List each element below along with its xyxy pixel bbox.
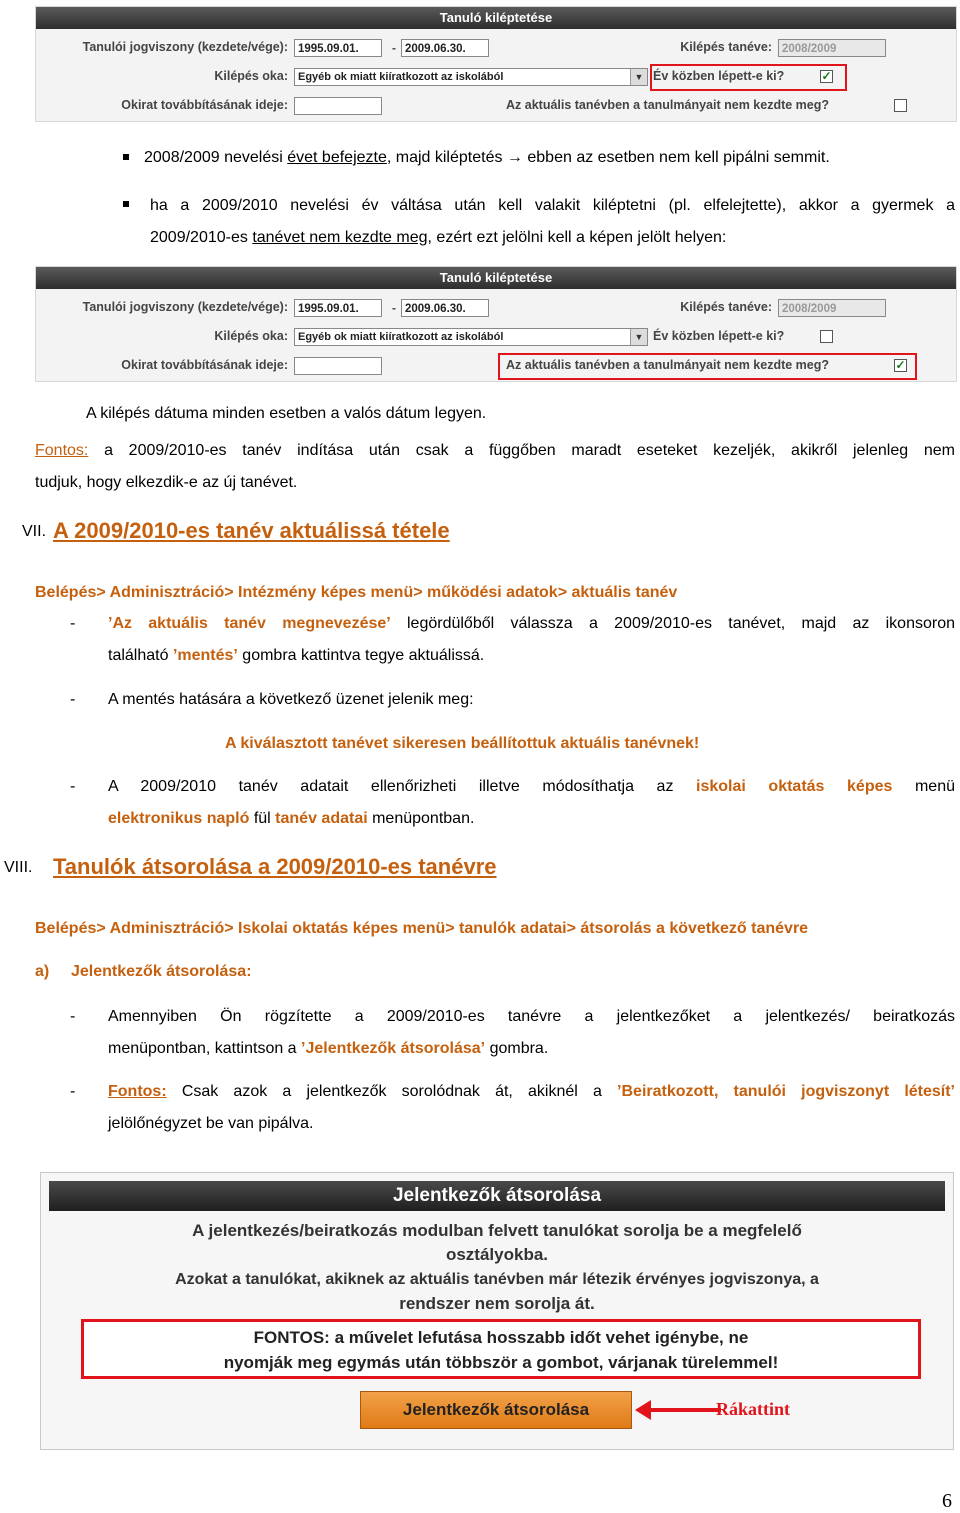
list-dash: - [70, 691, 76, 708]
bullet-2-text-b: , ezért ezt jelölni kell a képen jelölt helyen: [427, 229, 727, 246]
right-arrow-icon: → [506, 149, 523, 166]
section-8-item-1-line-2 [108, 1039, 548, 1059]
success-message: A kiválasztott tanévet sikeresen beállítottuk aktuális tanévnek! [225, 735, 700, 752]
highlight-box [498, 353, 917, 380]
jogviszony-label: Tanulói jogviszony (kezdete/vége): [82, 300, 288, 314]
nem-kezdte-label: Az aktuális tanévben a tanulmányait nem kezdte meg? [506, 98, 830, 112]
jogviszony-label: Tanulói jogviszony (kezdete/vége): [82, 40, 288, 54]
okirat-label: Okirat továbbításának ideje: [121, 98, 288, 112]
bullet-1-text-a: 2008/2009 nevelési [144, 149, 288, 166]
bullet-1-text-c: ebben az esetben nem kell pipálni semmit. [527, 149, 830, 166]
bullet-marker [123, 154, 129, 160]
fontos-line-2: tudjuk, hogy elkezdik-e az új tanévet. [35, 474, 298, 491]
kilepes-tanev-label: Kilépés tanéve: [680, 300, 772, 314]
item-3-text-a: A 2009/2010 tanév adatait ellenőrizheti illetve módosíthatja az [108, 778, 697, 795]
end-date-input[interactable]: 2009.06.30. [401, 299, 489, 317]
item-1-text: legördülőből válassza a 2009/2010-es tanévet, majd az ikonsoron [390, 615, 955, 632]
section-8-path: Belépés> Adminisztráció> Iskolai oktatás képes menü> tanulók adatai> átsorolás a következő tanévre [35, 920, 809, 937]
panel-text-1-line-2: osztályokba. [445, 1245, 549, 1264]
end-date-input[interactable]: 2009.06.30. [401, 39, 489, 57]
warning-line-1: FONTOS: a művelet lefutása hosszabb időt vehet igénybe, ne [253, 1328, 749, 1347]
section-7-item-1-line-1 [108, 614, 955, 634]
panel-title: Tanuló kiléptetése [36, 7, 956, 29]
mentes-label: ’mentés’ [172, 647, 238, 664]
dropdown-arrow-icon[interactable]: ▼ [630, 329, 647, 345]
bullet-2-line-2 [150, 228, 726, 248]
panel-text-2-line-2: rendszer nem sorolja át. [399, 1294, 595, 1313]
start-date-input[interactable]: 1995.09.01. [294, 299, 382, 317]
highlight-box [650, 64, 847, 91]
fontos-label: Fontos: [108, 1083, 167, 1100]
ev-kozben-checkbox[interactable] [820, 330, 833, 343]
click-hint: Rákattint [716, 1399, 791, 1419]
section-7-item-3-line-1 [108, 777, 955, 797]
okirat-input[interactable] [294, 97, 382, 115]
ev-kozben-checkbox[interactable]: ✓ [821, 69, 832, 83]
subsection-a-label: a) [35, 963, 50, 980]
warning-line-2: nyomják meg egymás után többször a gombot, várjanak türelemmel! [223, 1353, 779, 1372]
kilepes-oka-value: Egyéb ok miatt kiíratkozott az iskolából [298, 331, 504, 343]
section-8-item-1-line-1: Amennyiben Ön rögzítette a 2009/2010-es tanévre a jelentkezőket a jelentkezés/ beiratkozás [108, 1008, 955, 1025]
section-8-number: VIII. [4, 859, 33, 876]
section-7-item-3-line-2 [108, 809, 474, 829]
nem-kezdte-label: Az aktuális tanévben a tanulmányait nem kezdte meg? [506, 358, 830, 372]
kilepes-oka-value: Egyéb ok miatt kiíratkozott az iskolából [298, 71, 504, 83]
jelentkezok-panel-title: Jelentkezők átsorolása [49, 1181, 945, 1211]
section-8-item-2-line-2: jelölőnégyzet be van pipálva. [108, 1115, 314, 1132]
section-7-title: A 2009/2010-es tanév aktuálissá tétele [53, 518, 450, 543]
list-dash: - [70, 615, 76, 632]
bullet-2-underlined: tanévet nem kezdte meg [252, 229, 428, 246]
section-8-title: Tanulók átsorolása a 2009/2010-es tanévre [53, 854, 497, 879]
list-dash: - [70, 1008, 76, 1025]
tab-name: elektronikus napló [108, 810, 250, 827]
okirat-input[interactable] [294, 357, 382, 375]
nem-kezdte-checkbox[interactable]: ✓ [895, 358, 906, 372]
screenshot-panel-2 [35, 266, 957, 382]
checkbox-name: ’Beiratkozott, tanulói jogviszonyt létesít’ [617, 1083, 956, 1100]
ev-kozben-label: Év közben lépett-e ki? [653, 69, 785, 83]
kilepes-oka-select[interactable] [294, 68, 648, 86]
okirat-label: Okirat továbbításának ideje: [121, 358, 288, 372]
fontos-text: a 2009/2010-es tanév indítása után csak a függőben maradt eseteket kezeljék, akikről jelenleg nem [88, 442, 955, 459]
item-2-text-a: Csak azok a jelentkezők sorolódnak át, akiknél a [166, 1083, 618, 1100]
bullet-1-underlined: évet befejezte [287, 149, 387, 166]
bullet-2-line-1: ha a 2009/2010 nevelési év váltása után kell valakit kiléptetni (pl. elfelejtette), akkor a gyermek a [150, 197, 955, 214]
jelentkezok-panel [40, 1172, 954, 1450]
kilepes-oka-label: Kilépés oka: [214, 329, 288, 343]
panel-title: Tanuló kiléptetése [36, 267, 956, 289]
section-7-number: VII. [22, 523, 47, 540]
kilepes-tanev-input[interactable]: 2008/2009 [778, 39, 886, 57]
bullet-marker [123, 201, 129, 207]
ev-kozben-label: Év közben lépett-e ki? [653, 329, 785, 343]
item-1-text-a: menüpontban, kattintson a [108, 1040, 302, 1057]
section-7-path: Belépés> Adminisztráció> Intézmény képes menü> működési adatok> aktuális tanév [35, 584, 678, 601]
datum-note: A kilépés dátuma minden esetben a valós dátum legyen. [86, 405, 487, 422]
dropdown-arrow-icon[interactable]: ▼ [630, 69, 647, 85]
fontos-line-1 [35, 441, 955, 461]
item-1-text-c: gombra kattintva tegye aktuálissá. [237, 647, 485, 664]
kilepes-oka-label: Kilépés oka: [214, 69, 288, 83]
date-dash: - [392, 301, 396, 315]
date-dash: - [392, 41, 396, 55]
list-dash: - [70, 1083, 76, 1100]
kilepes-oka-select[interactable] [294, 328, 648, 346]
field-name: ’Az aktuális tanév megnevezése’ [108, 615, 391, 632]
start-date-input[interactable]: 1995.09.01. [294, 39, 382, 57]
screenshot-panel-1 [35, 6, 957, 122]
bullet-1-text-b: , majd kiléptetés [386, 149, 503, 166]
page-number: 6 [942, 1490, 952, 1512]
section-7-item-2: A mentés hatására a következő üzenet jelenik meg: [108, 691, 474, 708]
item-3-text-c: menü [892, 778, 955, 795]
nem-kezdte-checkbox[interactable] [894, 99, 907, 112]
subsection-a-title: Jelentkezők átsorolása: [71, 963, 252, 980]
bullet-1 [144, 148, 830, 168]
bullet-2-text-a: 2009/2010-es [150, 229, 253, 246]
item-1-text-c: gombra. [485, 1040, 549, 1057]
list-dash: - [70, 778, 76, 795]
kilepes-tanev-label: Kilépés tanéve: [680, 40, 772, 54]
fontos-label: Fontos: [35, 442, 89, 459]
panel-text-1-line-1: A jelentkezés/beiratkozás modulban felvett tanulókat sorolja be a megfelelő [192, 1221, 802, 1240]
warning-box [81, 1319, 921, 1379]
kilepes-tanev-input[interactable]: 2008/2009 [778, 299, 886, 317]
item-3-text-b: fül [249, 810, 276, 827]
item-1-text-a: található [108, 647, 173, 664]
panel-text-2-line-1: Azokat a tanulókat, akiknek az aktuális tanévben már létezik érvényes jogviszonya, a [175, 1271, 819, 1288]
menu-name: iskolai oktatás képes [696, 778, 893, 795]
section-7-item-1-line-2 [108, 646, 484, 666]
menupoint-name: tanév adatai [275, 810, 368, 827]
item-3-text-d: menüpontban. [367, 810, 475, 827]
button-name: ’Jelentkezők átsorolása’ [301, 1040, 486, 1057]
section-8-item-2-line-1 [108, 1082, 955, 1102]
red-arrow-icon [633, 1395, 723, 1425]
jelentkezok-atsorolasa-button[interactable]: Jelentkezők átsorolása [360, 1391, 632, 1429]
